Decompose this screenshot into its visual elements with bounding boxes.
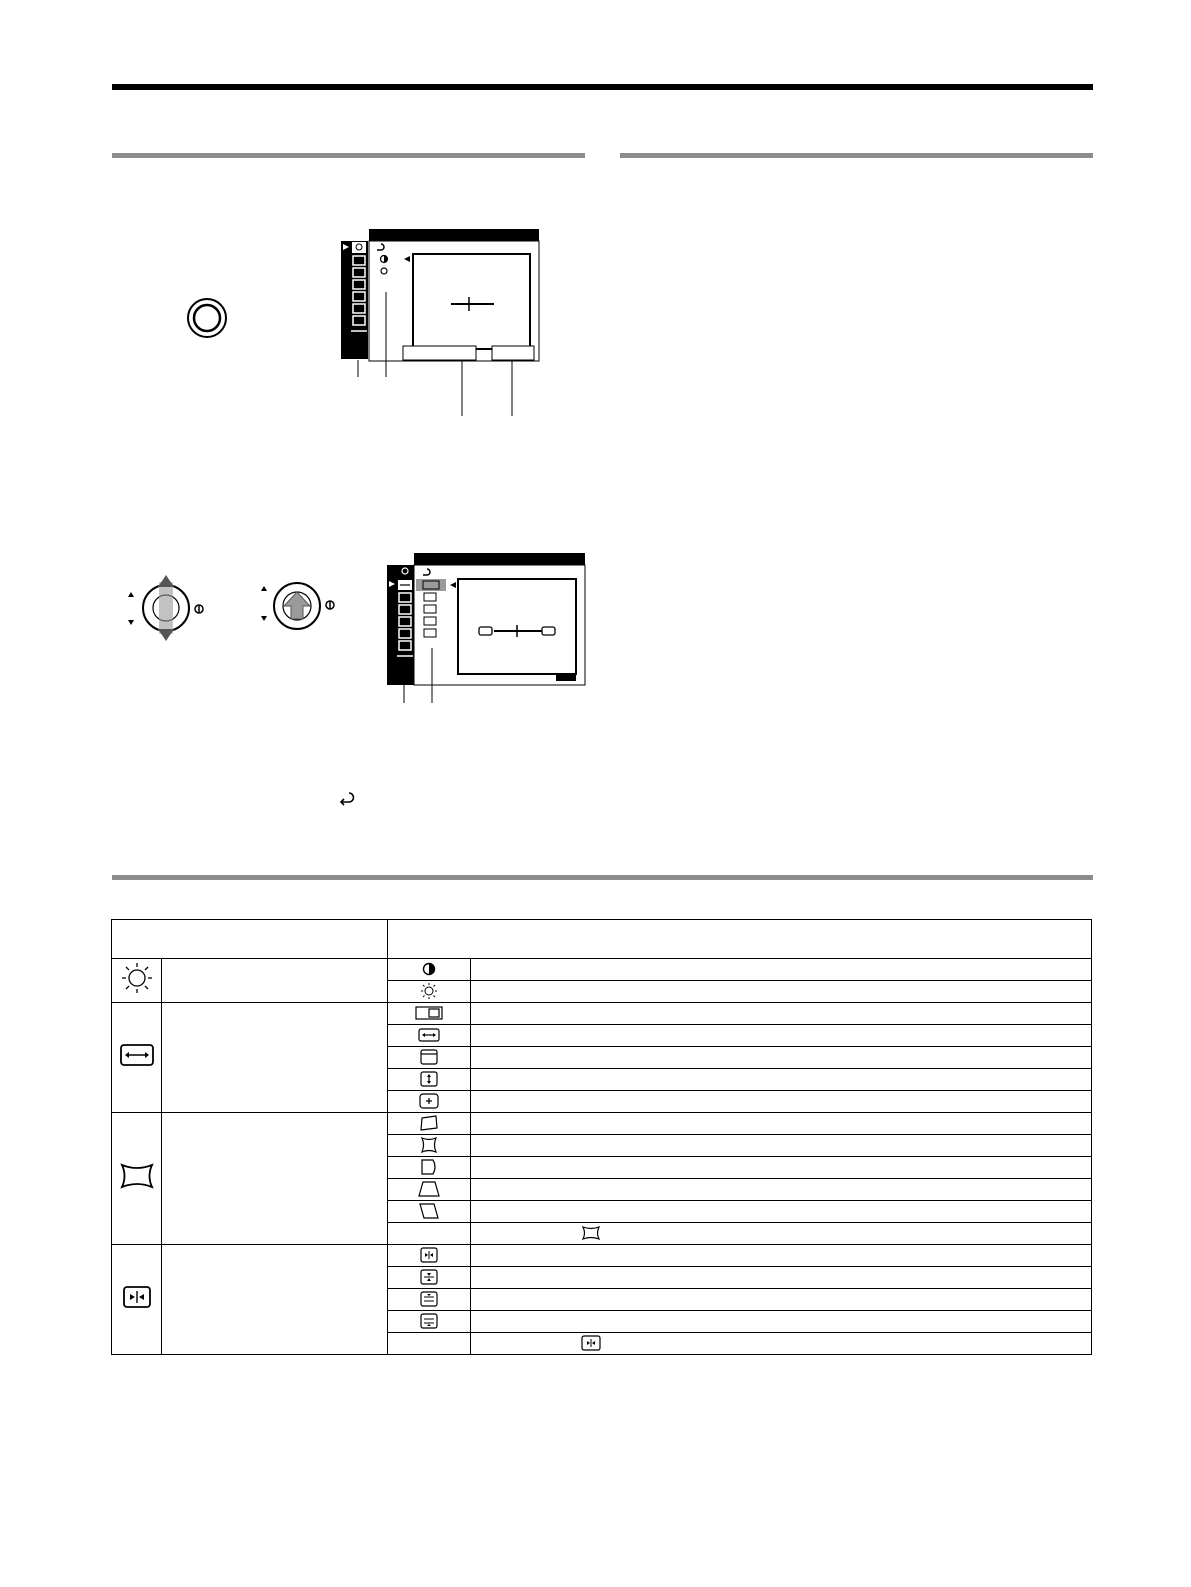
table-row [112,959,1092,981]
osd-screen-size-center-menu [387,553,585,703]
pin-balance-icon [388,1157,471,1179]
parallelogram-icon [388,1201,471,1223]
v-convergence-icon [388,1267,471,1289]
convergence-small-icon [581,1335,601,1351]
control-stick-press-illustration [261,583,334,629]
return-arrow-icon [341,793,354,805]
control-stick-move-illustration [128,575,203,641]
vertical-size-text [471,1069,1092,1091]
convergence-note-icon-cell [388,1333,471,1355]
table-header-row [112,920,1092,959]
table-row [112,1113,1092,1135]
geometry-note-icon-cell [388,1223,471,1245]
horizontal-size-text [471,1025,1092,1047]
pincushion-text [471,1135,1092,1157]
rotation-text [471,1113,1092,1135]
v-convergence-top-text [471,1289,1092,1311]
trapezoid-text [471,1179,1092,1201]
horizontal-center-icon [388,1003,471,1025]
header-menu-cell [112,920,388,959]
convergence-note-text [471,1333,1092,1355]
v-convergence-bottom-icon [388,1311,471,1333]
h-convergence-icon [388,1245,471,1267]
rotation-icon [388,1113,471,1135]
horizontal-size-icon [388,1025,471,1047]
convergence-menu-icon [112,1245,162,1355]
pincushion-small-icon [581,1226,601,1240]
horizontal-center-text [471,1003,1092,1025]
h-convergence-text [471,1245,1092,1267]
vertical-size-icon [388,1069,471,1091]
contrast-text [471,959,1092,981]
brightness-menu-label [162,959,388,1003]
brightness-icon [388,981,471,1003]
zoom-text [471,1091,1092,1113]
menu-table [111,919,1092,1355]
contrast-icon [388,959,471,981]
parallelogram-text [471,1201,1092,1223]
osd-screen-main-menu [341,229,539,416]
brightness-text [471,981,1092,1003]
brightness-menu-icon [112,959,162,1003]
table-row [112,1003,1092,1025]
table-row [112,1245,1092,1267]
geometry-menu-label [162,1113,388,1245]
geometry-menu-icon [112,1113,162,1245]
header-items-cell [388,920,1092,959]
v-convergence-text [471,1267,1092,1289]
trapezoid-icon [388,1179,471,1201]
zoom-icon [388,1091,471,1113]
geometry-note-text [471,1223,1092,1245]
vertical-center-text [471,1047,1092,1069]
menu-button-illustration [188,299,226,337]
v-convergence-top-icon [388,1289,471,1311]
v-convergence-bottom-text [471,1311,1092,1333]
size-center-menu-label [162,1003,388,1113]
size-center-menu-icon [112,1003,162,1113]
pincushion-icon [388,1135,471,1157]
pin-balance-text [471,1157,1092,1179]
convergence-menu-label [162,1245,388,1355]
vertical-center-icon [388,1047,471,1069]
